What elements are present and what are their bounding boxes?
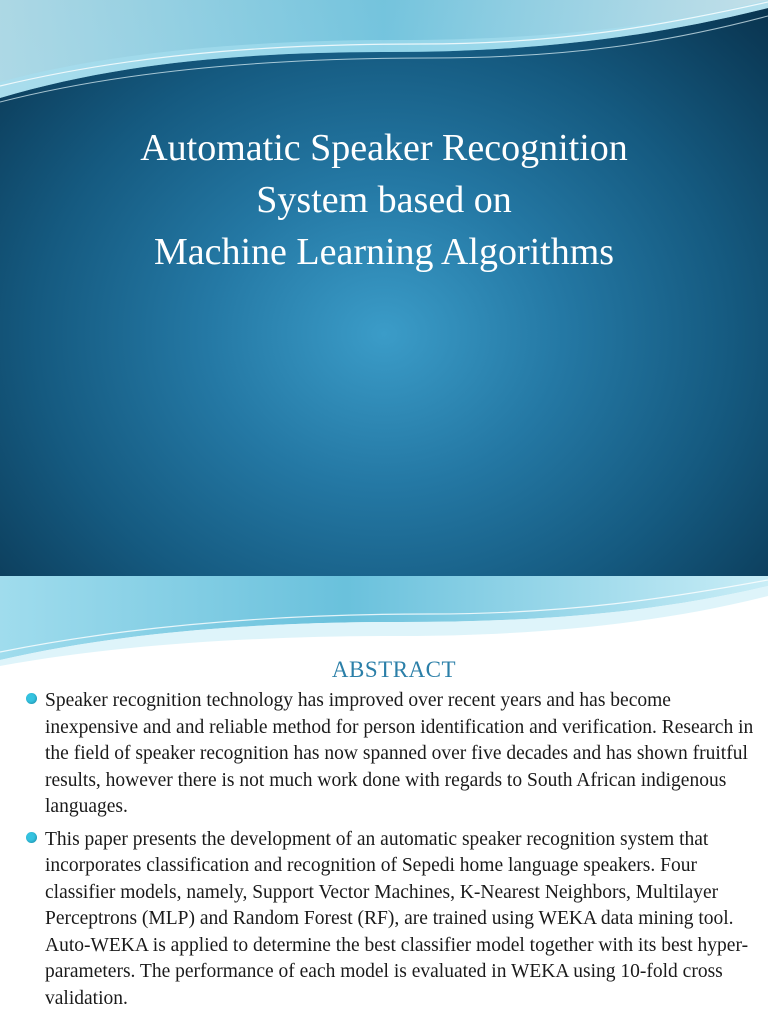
bullet-icon [26, 693, 37, 704]
title-line: System based on [256, 179, 512, 221]
decorative-wave [0, 576, 768, 666]
bullet-text: Speaker recognition technology has improved over recent years and has become inexpensive and and reliable method for person identification and verification. Research in the field of speaker recognition has now spanned over five decades and has shown fruitful results, however there is not much work done with regards to South African indigenous languages. [45, 690, 754, 817]
title-line: Automatic Speaker Recognition [140, 127, 628, 169]
decorative-wave [0, 0, 768, 110]
title-line: Machine Learning Algorithms [153, 231, 615, 273]
slide-title [0, 122, 768, 278]
section-heading: ABSTRACT [331, 657, 457, 682]
bullet-icon [26, 832, 37, 843]
list-item [26, 827, 756, 1013]
bullet-text: This paper presents the development of an automatic speaker recognition system that incorporates classification and recognition of Sepedi home language speakers. Four classifier models, namely, Support Vector Machines, K-Nearest Neighbors, Multilayer Perceptrons (MLP) and Random Forest (RF), are trained using WEKA data mining tool. Auto-WEKA is applied to determine the best classifier model together with its best hyper-parameters. The performance of each model is evaluated in WEKA using 10-fold cross validation. [45, 828, 749, 1009]
abstract-slide [0, 576, 768, 1024]
list-item [26, 688, 756, 821]
bullet-list [26, 688, 756, 1018]
